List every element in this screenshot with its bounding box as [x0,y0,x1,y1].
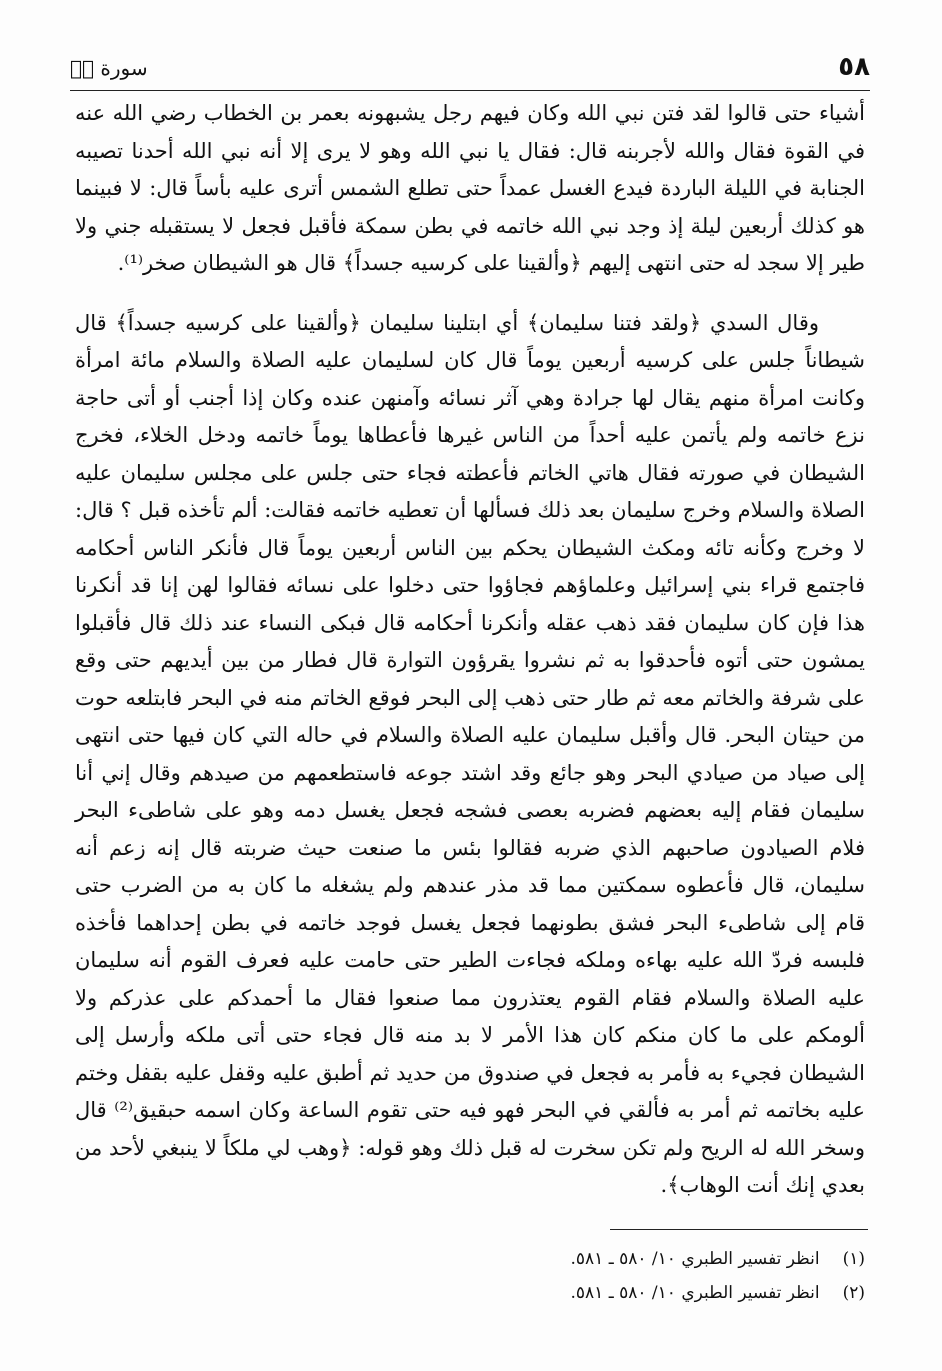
footnotes [420,1242,865,1310]
main-text [75,95,865,1205]
page-number: ٥٨ [838,52,870,82]
paragraph: وقال السدي ﴿ولقد فتنا سليمان﴾ أي ابتلينا سليمان ﴿وألقينا على كرسيه جسداً﴾ قال شيطاناً جلس على كرسيه أربعين يوماً قال كان لسليمان عليه الصلاة والسلام مائة امرأة وكانت امرأة منهم يقال لها جرادة وهي آثر نسائه وآمنهن عنده وكان إذا أجنب أو أتى حاجة نزع خاتمه ولم يأتمن عليه أحداً من الناس غيرها فأعطاها يوماً خاتمه ودخل الخلاء، فخرج الشيطان في صورته فقال هاتي الخاتم فأعطته فجاء حتى جلس على مجلس سليمان عليه الصلاة والسلام وخرج سليمان بعد ذلك فسألها أن تعطيه خاتمه فقالت: ألم تأخذه قبل ؟ قال: لا وخرج وكأنه تائه ومكث الشيطان يحكم بين الناس أربعين يوماً قال فأنكر الناس أحكامه فاجتمع قراء بني إسرائيل وعلماؤهم فجاؤوا حتى دخلوا على نسائه فقالوا لهن إنا قد أنكرنا هذا فإن كان سليمان فقد ذهب عقله وأنكرنا أحكامه قال فبكى النساء عند ذلك قال فأقبلوا يمشون حتى أتوه فأحدقوا به ثم نشروا يقرؤون التوارة قال فطار من بين أيديهم حتى وقع على شرفة والخاتم معه ثم طار حتى ذهب إلى البحر فوقع الخاتم منه في البحر فابتلعه حوت من حيتان البحر. قال وأقبل سليمان عليه الصلاة والسلام في حاله التي كان فيها حتى انتهى إلى صياد من صيادي البحر وهو جائع وقد اشتد جوعه فاستطعمهم من صيدهم وقال إني أنا سليمان فقام إليه بعضهم فضربه بعصى فشجه فجعل يغسل دمه وهو على شاطىء البحر فلام الصيادون صاحبهم الذي ضربه فقالوا بئس ما صنعت حيث ضربته قال إنه زعم أنه سليمان، قال فأعطوه سمكتين مما قد مذر عندهم ولم يشغله ما كان به من الضرب حتى قام إلى شاطىء البحر فشق بطونهما فجعل يغسل فوجد خاتمه في بطن إحداهما فأخذه فلبسه فردّ الله عليه بهاءه وملكه فجاءت الطير حتى حامت عليه فعرف القوم أنه سليمان عليه الصلاة والسلام فقام القوم يعتذرون مما صنعوا فقال ما أحمدكم على عذركم ولا ألومكم على ما كان منكم كان هذا الأمر لا بد منه قال فجاء حتى أتى ملكه وأرسل إلى الشيطان فجيء به فأمر به فجعل في صندوق من حديد ثم أطبق عليه وقفل عليه بقفل وختم عليه بخاتمه ثم أمر به فألقي في البحر فهو فيه حتى تقوم الساعة وكان اسمه حبقيق⁽²⁾ قال وسخر الله له الريح ولم تكن سخرت له قبل ذلك وهو قوله: ﴿وهب لي ملكاً لا ينبغي لأحد من بعدي إنك أنت الوهاب﴾. [75,310,866,1197]
footnote-item [420,1242,865,1276]
footnote-divider [610,1229,868,1230]
footnote-marker: (١) [842,1249,865,1269]
footnote-item [420,1276,865,1310]
surah-title: سورة صۤ [70,56,148,80]
header-divider [70,90,870,91]
footnote-text: انظر تفسير الطبري ١٠/ ٥٨٠ ـ ٥٨١. [570,1283,820,1303]
footnote-marker: (٢) [842,1283,865,1303]
footnote-text: انظر تفسير الطبري ١٠/ ٥٨٠ ـ ٥٨١. [570,1249,820,1269]
page-header [70,48,870,88]
paragraph: أشياء حتى قالوا لقد فتن نبي الله وكان فيهم رجل يشبهونه بعمر بن الخطاب رضي الله عنه في القوة فقال والله لأجربنه قال: فقال يا نبي الله وهو لا يرى إلا أنه نبي الله أحدنا تصيبه الجنابة في الليلة الباردة فيدع الغسل عمداً حتى تطلع الشمس أترى عليه بأساً قال: لا فبينما هو كذلك أربعين ليلة إذ وجد نبي الله خاتمه في بطن سمكة فأقبل فجعل لا يستقبله جني ولا طير إلا سجد له حتى انتهى إليهم ﴿وألقينا على كرسيه جسداً﴾ قال هو الشيطان صخر⁽¹⁾. [75,101,865,275]
